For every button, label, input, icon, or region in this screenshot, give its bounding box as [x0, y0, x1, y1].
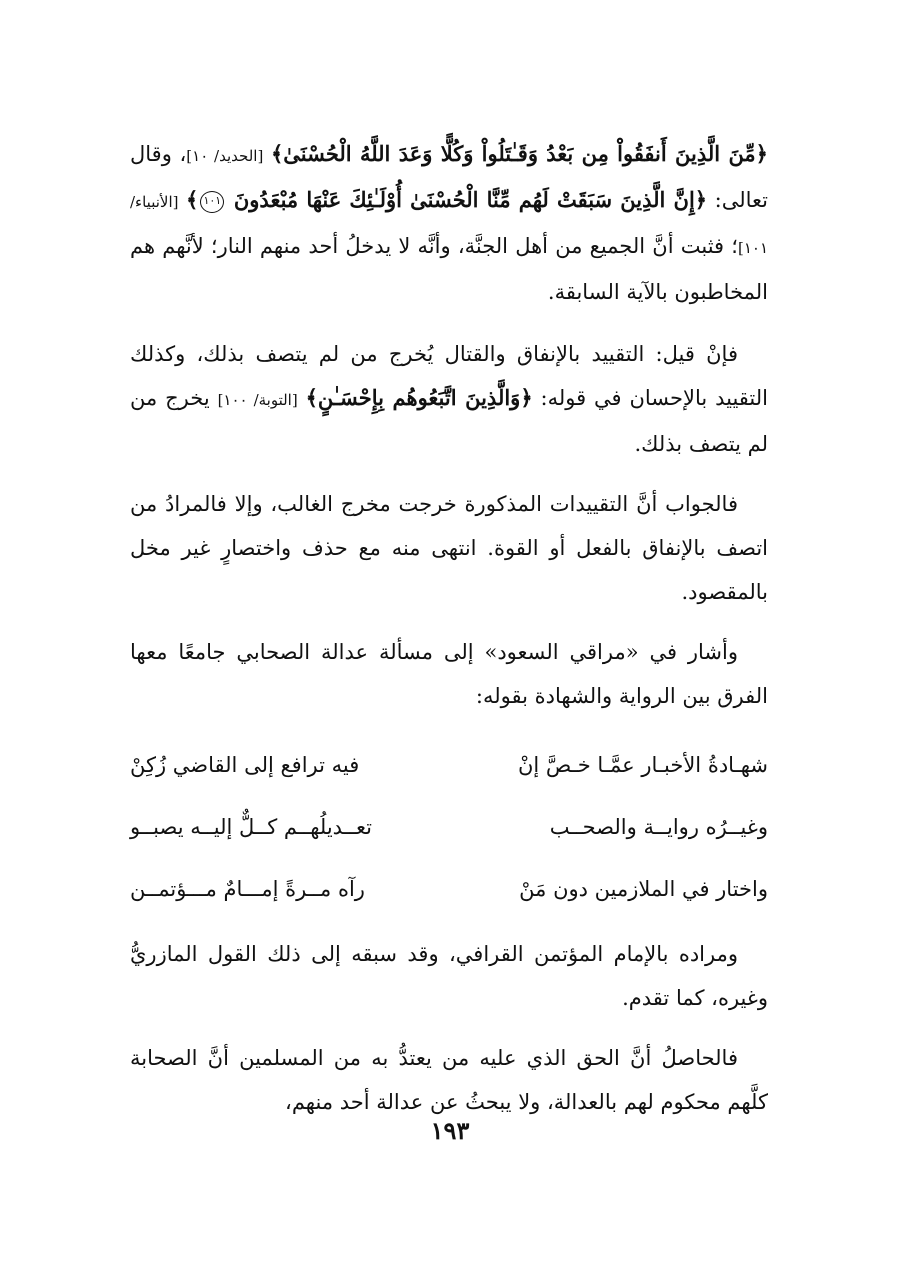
paragraph-maraqi: وأشار في «مراقي السعود» إلى مسألة عدالة الصحابي جامعًا معها الفرق بين الرواية والشهادة بقوله: [130, 640, 768, 708]
verse-second-hemistich: تعــديلُهــم كــلٌّ إليــه يصبــو [130, 815, 372, 839]
paragraph-qarafi: ومراده بالإمام المؤتمن القرافي، وقد سبقه إلى ذلك القول المازريُّ وغيره، كما تقدم. [130, 942, 768, 1010]
quran-quote-tawba: ﴿وَالَّذِينَ اتَّبَعُوهُم بِإِحْسَـٰنٍ﴾ [305, 385, 533, 410]
quran-quote-hadid: ﴿مِّنَ الَّذِينَ أَنفَقُواْ مِن بَعْدُ وَقَـٰتَلُواْ وَكُلًّا وَعَدَ اللَّهُ الْحُسْنَىٰ﴾ [270, 141, 768, 166]
paragraph-answer: فالجواب أنَّ التقييدات المذكورة خرجت مخرج الغالب، وإلا فالمرادُ من اتصف بالإنفاق بالفعل أو القوة. انتهى منه مع حذف واختصارٍ غير مخل بالمقصود. [130, 492, 768, 604]
verse-line [130, 796, 768, 858]
verse-first-hemistich: وغيــرُه روايــة والصحــب [549, 815, 768, 839]
verse-first-hemistich: واختار في الملازمين دون مَنْ [519, 877, 768, 901]
text-segment: ؛ فثبت أنَّ الجميع من أهل الجنَّة، وأنَّه لا يدخلُ أحد منهم النار؛ لأنَّهم هم المخاطبون بالآية السابقة. [130, 234, 768, 304]
paragraph-objection [130, 332, 768, 466]
poem-verses [130, 734, 768, 920]
page-number: ١٩٣ [430, 1116, 470, 1145]
verse-second-hemistich: رآه مــرةً إمـــامٌ مـــؤتمــن [130, 877, 365, 901]
text-segment: فإنْ قيل: التقييد بالإنفاق والقتال يُخرج من لم يتصف بذلك، وكذلك التقييد بالإحسان في قوله: [130, 342, 768, 410]
page-body [130, 132, 768, 1140]
reference-hadid: [الحديد/ ١٠] [186, 147, 264, 165]
reference-anbiya: [الأنبياء/ ١٠١] [130, 193, 768, 257]
reference-tawba: [التوبة/ ١٠٠] [217, 391, 298, 409]
verse-line [130, 734, 768, 796]
quran-bracket-close: ﴾ [186, 187, 199, 212]
text-segment: يخرج من لم يتصف بذلك. [130, 386, 768, 456]
verse-first-hemistich: شهـادةُ الأخبـار عمَّـا خـصَّ إنْ [517, 753, 768, 777]
ayah-number-marker: ١٠١ [200, 191, 224, 213]
verse-second-hemistich: فيه ترافع إلى القاضي زُكِنْ [130, 753, 360, 777]
verse-line [130, 858, 768, 920]
paragraph-conclusion: فالحاصلُ أنَّ الحق الذي عليه من يعتدُّ به من المسلمين أنَّ الصحابة كلَّهم محكوم لهم بالعدالة، ولا يبحثُ عن عدالة أحد منهم، [130, 1046, 768, 1114]
quran-quote-anbiya: ﴿إِنَّ الَّذِينَ سَبَقَتْ لَهُم مِّنَّا الْحُسْنَىٰ أُوْلَـٰئِكَ عَنْهَا مُبْعَدُونَ [233, 187, 708, 212]
paragraph-quran-verses [130, 132, 768, 314]
text-segment: ، وقال تعالى: [130, 142, 768, 212]
